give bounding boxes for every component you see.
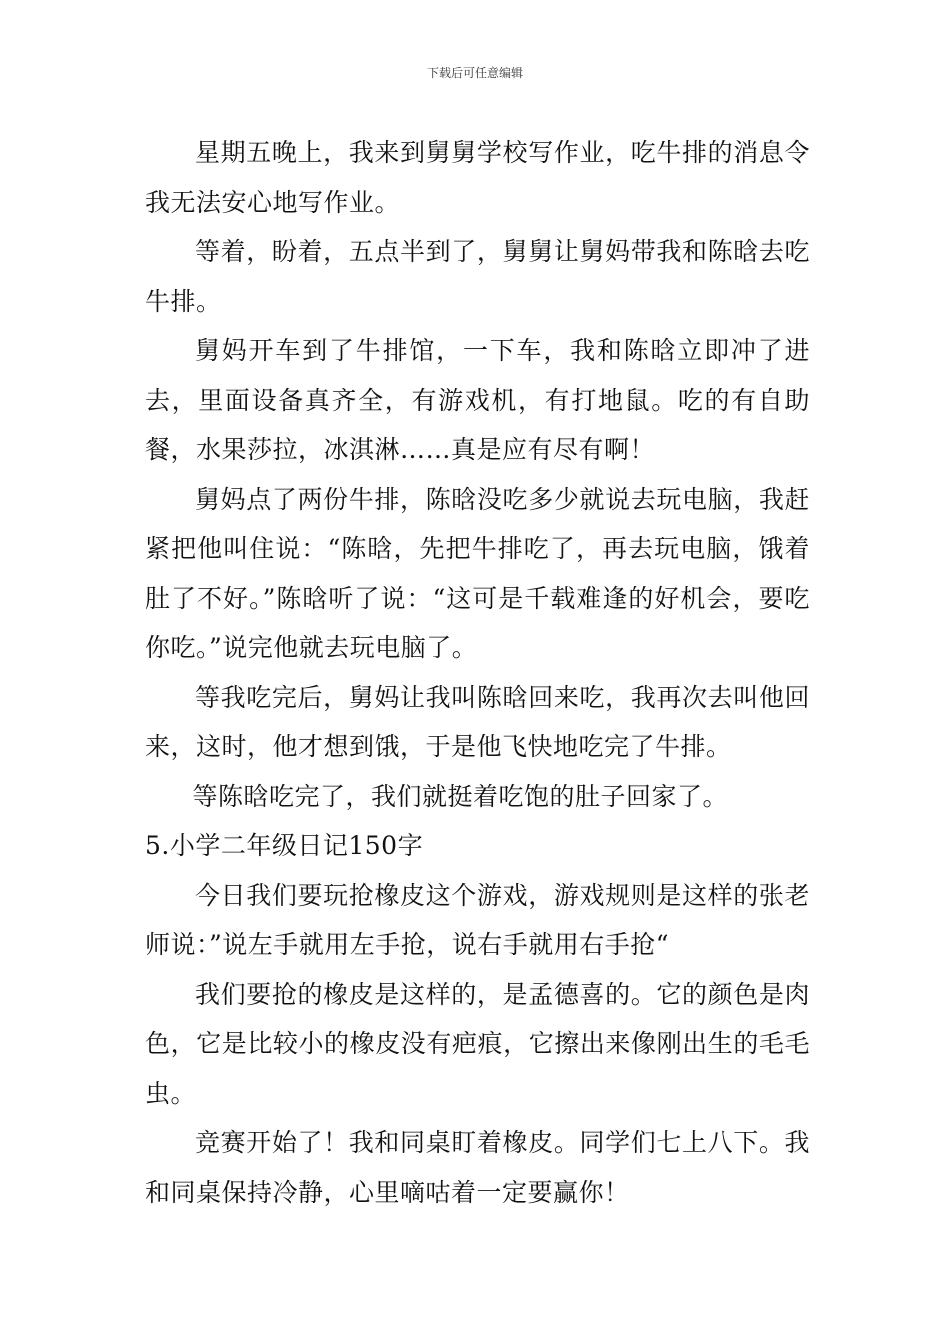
paragraph: 我们要抢的橡皮是这样的，是孟德喜的。它的颜色是肉 色，它是比较小的橡皮没有疤痕，它擦出来像刚出生的毛毛虫。 bbox=[145, 979, 810, 1108]
document-body bbox=[145, 128, 810, 1217]
paragraph: 星期五晚上，我来到舅舅学校写作业，吃牛排的消息令我无法安心地写作业。 bbox=[145, 138, 810, 217]
page-header: 下载后可任意编辑 bbox=[426, 66, 523, 80]
paragraph: 舅妈点了两份牛排，陈晗没吃多少就说去玩电脑，我赶紧把他叫住说：“陈晗，先把牛排吃了，再去玩电脑，饿着肚了不好。”陈晗听了说：“这可是千载难逢的好机会，要吃你吃。”说完他就去玩电脑了。 bbox=[145, 484, 810, 662]
paragraph: 等我吃完后，舅妈让我叫陈晗回来吃，我再次去叫他回来，这时，他才想到饿，于是他飞快地吃完了牛排。 bbox=[145, 682, 810, 761]
section-heading: 5.小学二年级日记150字 bbox=[145, 831, 424, 860]
paragraph: 今日我们要玩抢橡皮这个游戏，游戏规则是这样的张老师说：”说左手就用左手抢，说右手就用右手抢“ bbox=[145, 880, 810, 959]
paragraph: 舅妈开车到了牛排馆，一下车，我和陈晗立即冲了进去，里面设备真齐全，有游戏机，有打地鼠。吃的有自助餐，水果莎拉，冰淇淋……真是应有尽有啊！ bbox=[145, 336, 810, 464]
paragraph: 等陈晗吃完了，我们就挺着吃饱的肚子回家了。 bbox=[192, 781, 729, 811]
paragraph: 竞赛开始了！我和同桌盯着橡皮。同学们七上八下。我和同桌保持冷静，心里嘀咕着一定要赢你！ bbox=[145, 1128, 810, 1207]
paragraph: 等着，盼着，五点半到了，舅舅让舅妈带我和陈晗去吃牛排。 bbox=[145, 237, 810, 316]
